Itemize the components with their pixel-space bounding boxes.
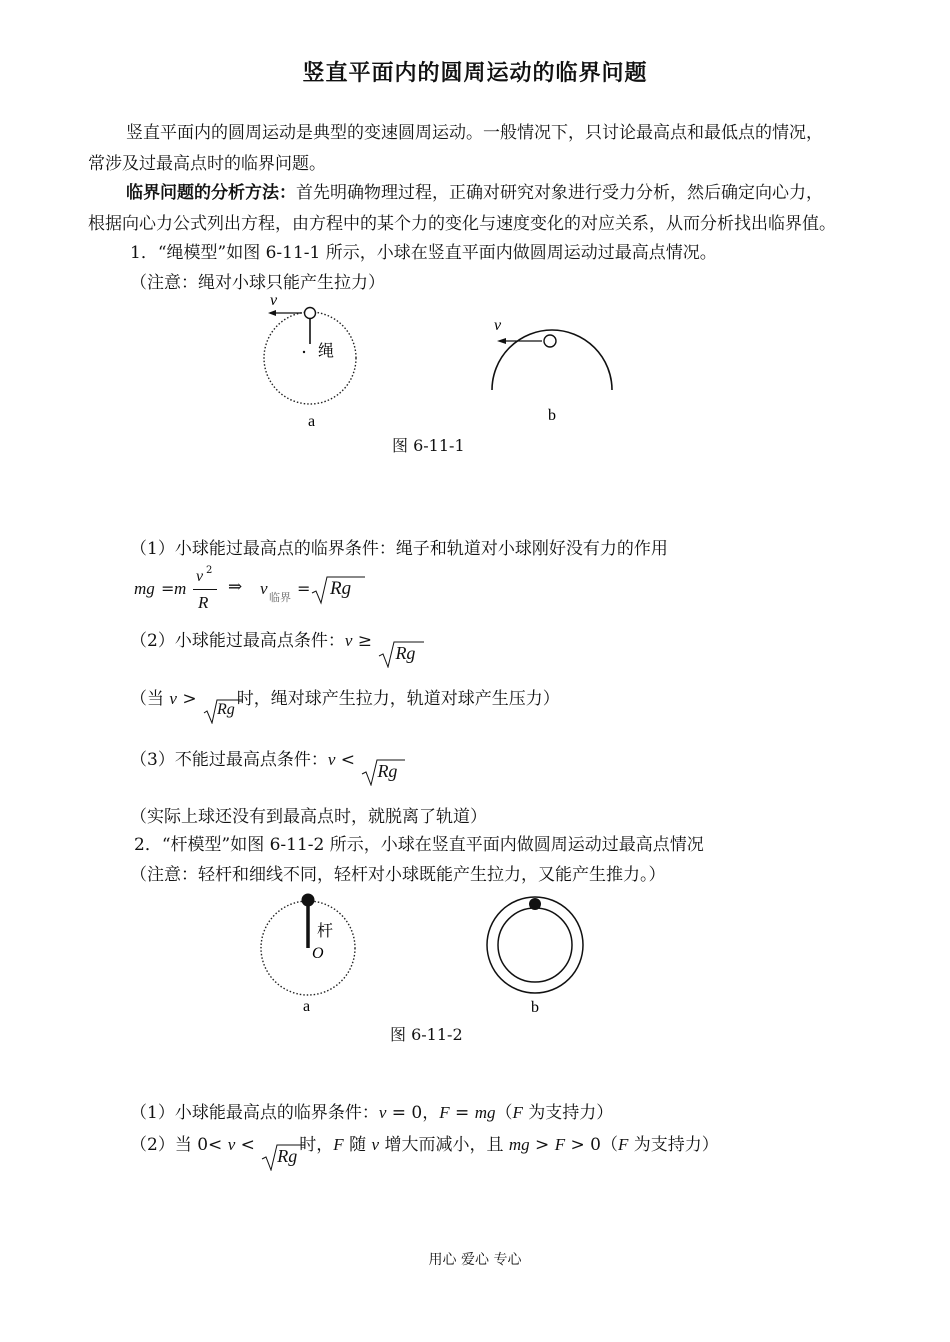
item-2-Rg: Rg	[395, 642, 416, 663]
page-title: 竖直平面内的圆周运动的临界问题	[302, 60, 648, 86]
item-2b-sqrt	[202, 698, 237, 719]
section2-note: （注意：轻杆和细线不同，轻杆对小球既能产生拉力，又能产生推力。）	[130, 865, 666, 885]
item-3-sqrt	[360, 758, 399, 782]
item-3-v: v	[327, 750, 336, 769]
section2-heading: 2．“杆模型”如图 6-11-2 所示，小球在竖直平面内做圆周运动过最高点情况	[134, 835, 704, 855]
s2-item-2-F4: F	[617, 1135, 629, 1154]
s2-item-2-sqrt-sign	[260, 1143, 306, 1171]
intro-line-1: 竖直平面内的圆周运动是典型的变速圆周运动。一般情况下，只讨论最高点和最低点的情况，	[126, 123, 823, 143]
item-2b-Rg: Rg	[217, 701, 235, 718]
tube-outer	[487, 897, 583, 993]
arrow-head-b	[497, 338, 506, 344]
method-line-1-text: 首先明确物理过程，正确对研究对象进行受力分析，然后确定向心力，	[296, 183, 823, 203]
section2-item-1	[130, 1098, 613, 1123]
s2-item-2-end: 为支持力）	[628, 1135, 719, 1155]
figure-6-11-1	[250, 288, 650, 438]
critical-velocity-formula	[134, 565, 394, 615]
s2-item-1-post-b: 为支持力）	[522, 1103, 614, 1123]
velocity-label-a: v	[270, 292, 278, 309]
s2-item-1-F: F	[439, 1103, 450, 1122]
item-2-v: v	[344, 631, 353, 650]
section1-note: （注意：绳对小球只能产生拉力）	[130, 273, 385, 293]
s2-item-2-mid3: 增大而减小，且	[379, 1135, 509, 1155]
s2-item-1-eq: = 0，	[386, 1103, 440, 1123]
item-2b-pre: （当	[130, 689, 170, 709]
s2-item-2-v2: v	[371, 1135, 380, 1154]
rod-label: 杆	[317, 921, 334, 940]
item-3-sqrt-sign	[360, 758, 406, 786]
s2-item-2-gt0: > 0（	[565, 1135, 618, 1155]
ball-a	[305, 308, 316, 319]
fraction-bar	[193, 589, 217, 590]
s2-item-1-eq2: =	[449, 1103, 475, 1123]
formula-v: v	[260, 579, 268, 598]
s2-item-2-F3: F	[554, 1135, 566, 1154]
item-3-text: （3）不能过最高点条件：	[130, 750, 328, 770]
formula-equals-2: =	[297, 579, 311, 598]
s2-item-2-Rg: Rg	[277, 1145, 298, 1166]
page-footer: 用心 爱心 专心	[428, 1252, 522, 1268]
velocity-label-b: v	[494, 317, 502, 334]
s2-item-2-F: F	[333, 1135, 344, 1154]
formula-R: R	[198, 593, 209, 612]
s2-item-1-mg: mg	[474, 1103, 496, 1122]
s2-item-2-op: <	[235, 1135, 261, 1155]
s2-item-2-gt: >	[529, 1135, 555, 1155]
section2-item-2	[130, 1130, 719, 1166]
formula-v-numerator: v	[196, 568, 204, 585]
method-line-2: 根据向心力公式列出方程，由方程中的某个力的变化与速度变化的对应关系，从而分析找出临界值。	[88, 214, 836, 234]
formula-Rg: Rg	[330, 578, 352, 599]
item-2b-op: >	[176, 689, 203, 709]
s2-item-2-sqrt	[260, 1143, 299, 1167]
item-2-sqrt	[377, 640, 417, 664]
section1-heading: 1．“绳模型”如图 6-11-1 所示，小球在竖直平面内做圆周运动过最高点情况。	[130, 243, 717, 263]
formula-mg: mg	[134, 579, 155, 598]
item-2-text: （2）小球能过最高点条件：	[130, 631, 345, 651]
method-label: 临界问题的分析方法：	[126, 183, 296, 203]
figure-caption-2: 图 6-11-2	[390, 1025, 463, 1044]
formula-implies: ⇒	[228, 577, 243, 597]
item-2b-sqrt-sign	[202, 698, 244, 724]
tube-ball	[529, 898, 541, 910]
method-line-1	[126, 178, 823, 203]
s2-item-1-F2: F	[512, 1103, 523, 1122]
section1-item-3	[130, 745, 399, 781]
section1-item-3b: （实际上球还没有到最高点时，就脱离了轨道）	[130, 807, 487, 827]
ball-b	[544, 335, 556, 347]
item-2-op: ≥	[352, 631, 378, 651]
section1-item-2b	[130, 684, 560, 720]
s2-item-2-mg: mg	[508, 1135, 530, 1154]
s2-item-1-post-a: （	[495, 1103, 513, 1123]
formula-equals: =	[161, 579, 175, 598]
figure-6-11-2	[250, 888, 610, 1018]
figure-2b-label: b	[531, 999, 539, 1016]
s2-item-2-mid2: 随	[343, 1135, 372, 1155]
center-O-label: O	[312, 945, 324, 962]
item-2-sqrt-sign	[377, 640, 425, 668]
rope-label: 绳	[318, 341, 335, 360]
s2-item-2-v: v	[227, 1135, 236, 1154]
center-dot	[303, 351, 305, 353]
s2-item-1-v: v	[378, 1103, 387, 1122]
s2-item-1-pre: （1）小球能最高点的临界条件：	[130, 1103, 379, 1123]
arrow-head-a	[268, 310, 276, 316]
tube-inner	[498, 908, 572, 982]
figure-2a-label: a	[303, 998, 311, 1015]
s2-item-2-pre: （2）当 0<	[130, 1135, 228, 1155]
rod-ball	[302, 894, 315, 907]
section1-item-1: （1）小球能过最高点的临界条件：绳子和轨道对小球刚好没有力的作用	[130, 539, 668, 559]
item-3-op: <	[335, 750, 361, 770]
item-2b-post: 时，绳对球产生拉力，轨道对球产生压力）	[236, 689, 560, 709]
formula-m: m	[174, 579, 187, 598]
intro-line-2: 常涉及过最高点时的临界问题。	[88, 154, 326, 174]
s2-item-2-mid: 时，	[299, 1135, 334, 1155]
figure-caption-1: 图 6-11-1	[392, 436, 465, 455]
figure-a-label: a	[308, 413, 316, 430]
formula-critical-subscript: 临界	[269, 591, 291, 604]
item-2b-v: v	[169, 689, 177, 708]
section1-item-2	[130, 626, 417, 662]
figure-b-label: b	[548, 407, 556, 424]
item-3-Rg: Rg	[377, 760, 398, 781]
formula-squared: 2	[206, 565, 213, 576]
